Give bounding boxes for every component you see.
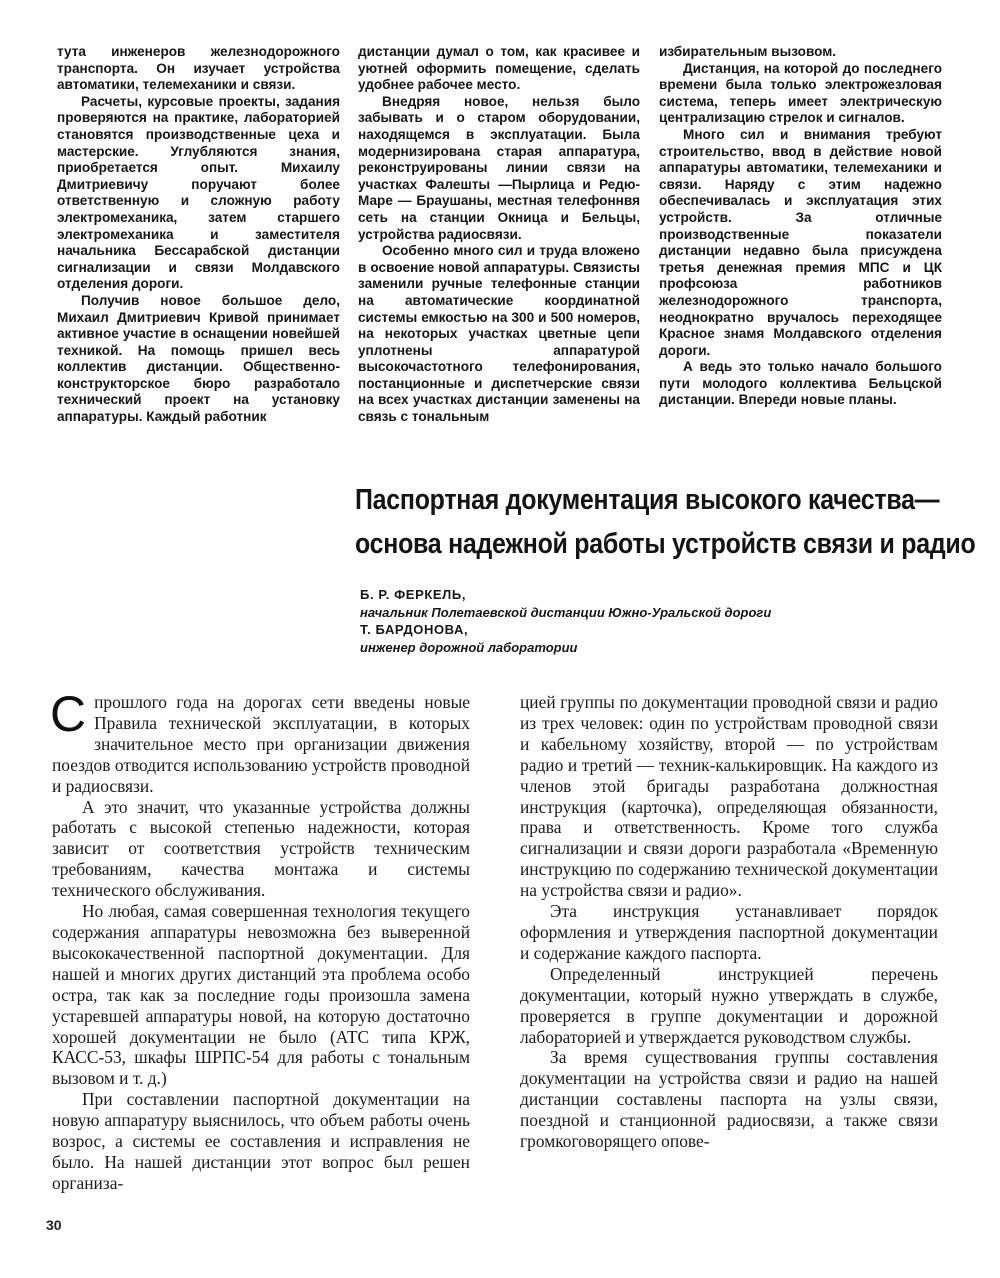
author-name: Т. БАРДОНОВА,	[360, 622, 469, 637]
paragraph: При составлении паспортной документации на новую аппаратуру выяснилось, что объем работы очень возрос, а системы ее составления и исправления не было. На нашей дистанции этот вопрос был решен организа-	[52, 1089, 470, 1193]
paragraph: Эта инструкция устанавливает порядок оформления и утверждения паспортной документации и содержание каждого паспорта.	[520, 901, 938, 963]
paragraph: Определенный инструкцией перечень документации, который нужно утверждать в службе, проверяется в группе документации и дорожной лабораторией и утверждается руководством службы.	[520, 963, 938, 1047]
drop-cap: С	[50, 686, 87, 742]
paragraph: Дистанция, на которой до последнего времени была только электрожезловая система, теперь имеет электрическую централизацию стрелок и сигналов.	[659, 60, 942, 126]
paragraph: А это значит, что указанные устройства должны работать с высокой степенью надежности, которая зависит от соответствия устройств техническим требованиям, качества монтажа и системы технического обслуживания.	[52, 796, 470, 901]
paragraph: избирательным вызовом.	[659, 44, 837, 59]
paragraph: Много сил и внимания требуют строительство, ввод в действие новой аппаратуры автоматики, телемеханики и связи. Наряду с этим надежно обеспечивалась и эксплуатация этих устройств. За отличные производственные показатели дистанции недавно была присуждена третья денежная премия МПС и ЦК профсоюза работников железнодорожного транспорта, неоднократно вручалось переходящее Красное знамя Молдавского отделения дороги.	[659, 126, 942, 358]
top-column-3	[659, 44, 942, 409]
paragraph: Расчеты, курсовые проекты, задания проверяются на практике, лабораторией становятся производственные цеха и мастерские. Углубляются знания, приобретается опыт. Михаилу Дмитриевичу поручают более ответственную и сложную работу электромеханика, затем старшего электромеханика и заместителя начальника Бессарабской дистанции сигнализации и связи Молдавского отделения дороги.	[57, 93, 340, 292]
byline	[360, 586, 920, 656]
paragraph: дистанции думал о том, как красивее и уютней оформить помещение, сделать удобнее рабочее место.	[358, 44, 640, 93]
author-name: Б. Р. ФЕРКЕЛЬ,	[360, 587, 467, 602]
author-role: начальник Полетаевской дистанции Южно-Уральской дороги	[360, 604, 772, 620]
paragraph: Внедряя новое, нельзя было забывать и о старом оборудовании, находящемся в эксплуатации. Была модернизирована старая аппаратура, реконструированы линии связи на участках Фалешты —Пырлица и Редю-Маре — Браушаны, местная телефоннвя сеть на станции Окница и Бельцы, устройства радиосвязи.	[358, 93, 640, 242]
author-role: инженер дорожной лаборатории	[360, 639, 578, 655]
paragraph	[50, 686, 470, 797]
paragraph: Особенно много сил и труда вложено в освоение новой аппаратуры. Связисты заменили ручные телефонные станции на автоматические координатной системы емкостью на 300 и 500 номеров, на некоторых участках цветные цепи уплотнены аппаратурой высокочастотного телефонирования, постанционные и диспетчерские связи на всех участках дистанции заменены на связь с тональным	[358, 243, 640, 425]
paragraph: Но любая, самая совершенная технология текущего содержания аппаратуры невозможна без выверенной высококачественной паспортной документации. Для нашей и многих других дистанций эта проблема особо остра, так как за последние годы произошла замена устаревшей аппаратуры новой, на которую достаточно хорошей документации не было (АТС типа КРЖ, КАСС-53, шкафы ШРПС-54 для работы с тональным вызовом и т. д.)	[52, 901, 470, 1089]
paragraph: За время существования группы составления документации на устройства связи и радио на нашей дистанции составлены паспорта на узлы связи, поездной и станционной радиосвязи, а также связи громкоговорящего опове-	[520, 1047, 938, 1152]
headline-line-1: Паспортная документация высокого качества—	[355, 484, 940, 516]
article-column-right	[520, 692, 938, 1152]
paragraph: А ведь это только начало большого пути молодого коллектива Бельцской дистанции. Впереди новые планы.	[659, 359, 942, 408]
top-column-2	[358, 44, 640, 426]
top-column-1	[57, 44, 340, 426]
article-column-left	[50, 686, 470, 1194]
page-number: 30	[46, 1217, 62, 1233]
paragraph: цией группы по документации проводной связи и радио из трех человек: один по устройствам проводной связи и кабельному хозяйству, второй — по устройствам радио и третий — техник-калькировщик. На каждого из членов этой бригады разработана должностная инструкция (карточка), определяющая обязанности, права и ответственность. Кроме того служба сигнализации и связи дороги разработала «Временную инструкцию по содержанию технической документации на устройства связи и радио».	[520, 692, 938, 901]
paragraph: Получив новое большое дело, Михаил Дмитриевич Кривой принимает активное участие в оснащении новейшей техникой. На помощь пришел весь коллектив дистанции. Общественно-конструкторское бюро разработало технический проект на установку аппаратуры. Каждый работник	[57, 292, 340, 425]
paragraph-text: прошлого года на дорогах сети введены новые Правила технической эксплуатации, в которых значительное место при организации движения поездов отводится использованию устройств проводной и радиосвязи.	[52, 692, 470, 796]
headline-line-2: основа надежной работы устройств связи и радио	[355, 528, 976, 560]
article-headline	[355, 478, 976, 566]
paragraph: тута инженеров железнодорожного транспорта. Он изучает устройства автоматики, телемеханики и связи.	[57, 44, 340, 93]
